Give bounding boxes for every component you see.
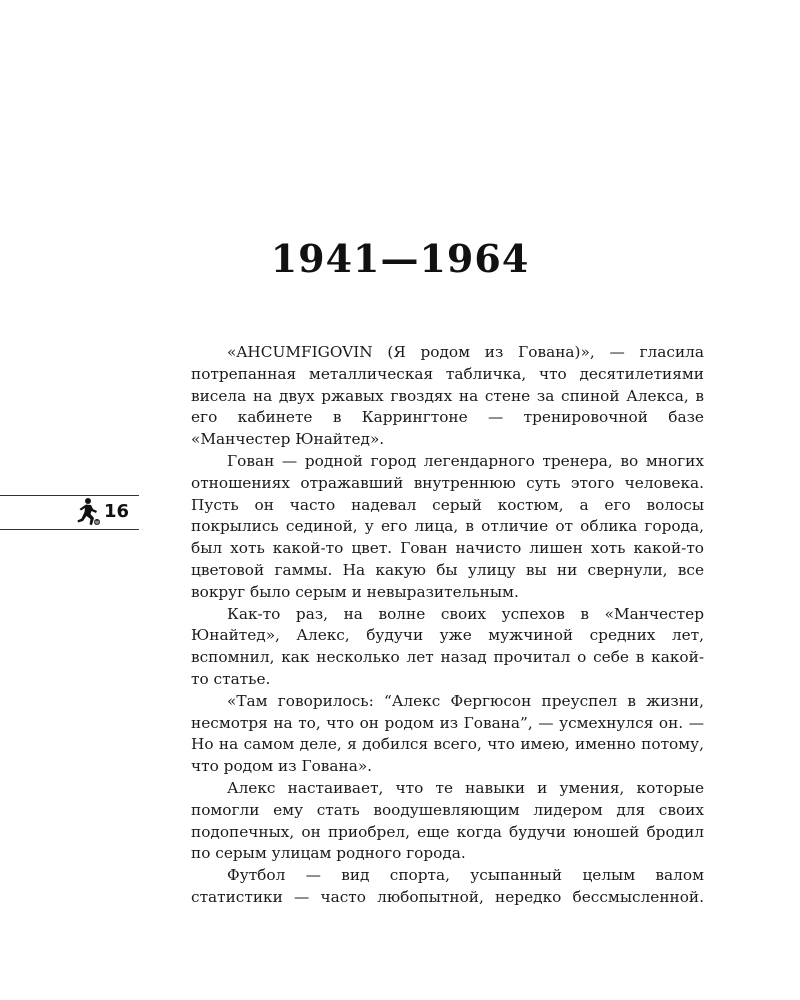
page-marker	[0, 493, 139, 531]
paragraph: Как-то раз, на волне своих успехов в «Манчестер Юнайтед», Алекс, будучи уже мужчиной средних лет, вспомнил, как несколько лет назад прочитал о себе в какой-то статье.	[191, 604, 704, 688]
paragraph: «Там говорилось: “Алекс Фергюсон преуспел в жизни, несмотря на то, что он родом из Гована”, — усмехнулся он. — Но на самом деле, я добился всего, что имею, именно потому, что родом из Гована».	[191, 691, 704, 776]
page-marker-bottom-rule	[0, 529, 139, 530]
chapter-title: 1941—1964	[270, 236, 530, 281]
paragraph: Футбол — вид спорта, усыпанный целым валом статистики — часто любопытной, нередко бессмысленной.	[191, 866, 704, 906]
paragraph: Алекс настаивает, что те навыки и умения, которые помогли ему стать воодушевляющим лидером для своих подопечных, он приобрел, еще когда будучи юношей бродил по серым улицам родного города.	[191, 778, 704, 863]
page-number: 16	[104, 501, 130, 522]
paragraph: «AHCUMFIGOVIN (Я родом из Гована)», — гласила потрепанная металлическая табличка, что десятилетиями висела на двух ржавых гвоздях на стене за спиной Алекса, в его кабинете в Каррингтоне — тренировочной базе «Манчестер Юнайтед».	[191, 343, 704, 449]
body-text	[191, 342, 704, 909]
paragraph: Гован — родной город легендарного тренера, во многих отношениях отражавший внутреннюю суть этого человека. Пусть он часто надевал серый костюм, а его волосы покрылись сединой, у его лица, в отличие от облика города, был хоть какой-то цвет. Гован начисто лишен хоть какой-то цветовой гаммы. На какую бы улицу вы ни свернули, все вокруг было серым и невыразительным.	[191, 451, 704, 601]
page-marker-top-rule	[0, 495, 139, 496]
soccer-player-icon	[72, 497, 102, 527]
